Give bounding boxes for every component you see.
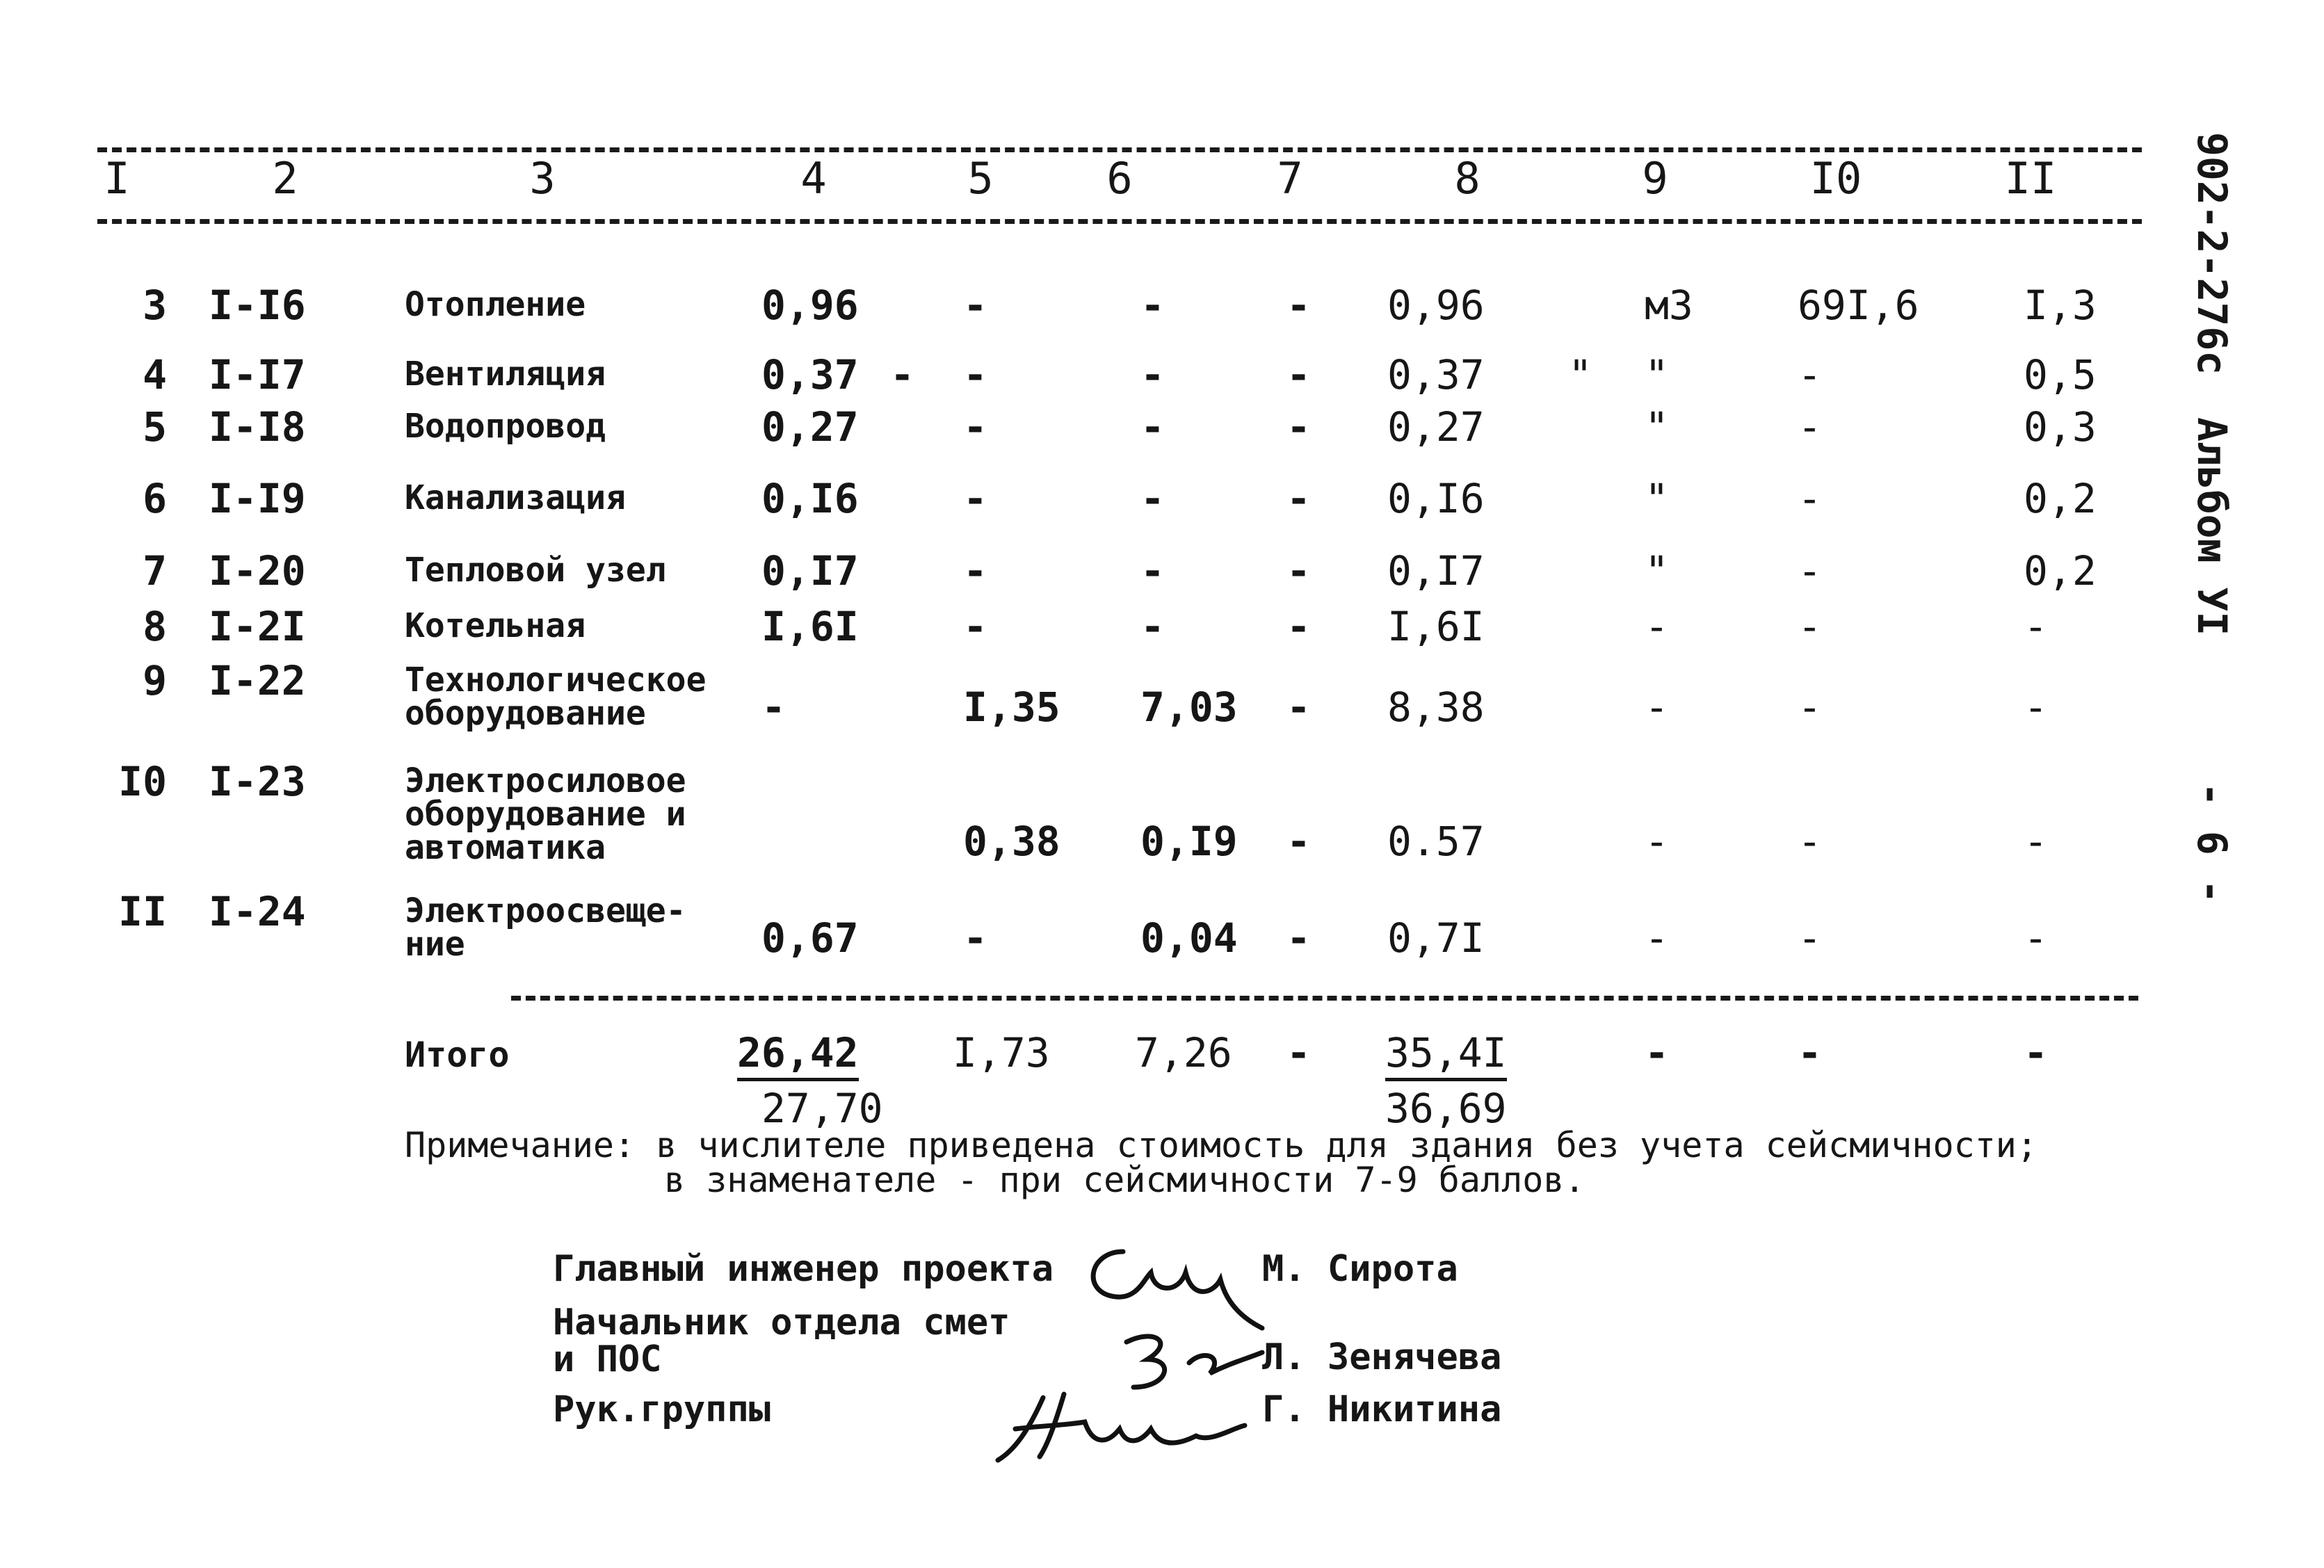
row-cell-c11: - — [2024, 603, 2048, 650]
signature-2-scribble — [1113, 1321, 1273, 1398]
row-cell-c8: 0,96 — [1387, 282, 1485, 329]
row-cell-code: I-2I — [209, 603, 306, 650]
col-header-2: 2 — [272, 153, 298, 204]
row-cell-c10: - — [1798, 351, 1822, 398]
row-cell-c8: 0,37 — [1387, 351, 1485, 398]
col-header-3: 3 — [529, 153, 556, 204]
row-cell-c7: - — [1286, 818, 1311, 865]
signature-1-scribble — [1074, 1231, 1269, 1335]
row-cell-code: I-I9 — [209, 475, 306, 522]
row-cell-c9: - — [1645, 914, 1669, 962]
row-cell-name: Отопление — [405, 285, 586, 324]
total-label: Итого — [405, 1035, 510, 1075]
row-cell-c7: - — [1286, 403, 1311, 451]
row-cell-n: 7 — [143, 547, 167, 595]
row-cell-c8: 0,27 — [1387, 403, 1485, 451]
row-cell-code: I-22 — [209, 657, 306, 704]
row-cell-c6: - — [1140, 403, 1165, 451]
row-cell-name: Тепловой узел — [405, 551, 666, 590]
row-cell-c7: - — [1286, 603, 1311, 650]
row-cell-c8: I,6I — [1387, 603, 1485, 650]
col-header-5: 5 — [967, 153, 994, 204]
row-cell-c6: 0,I9 — [1140, 818, 1238, 865]
col-header-6: 6 — [1106, 153, 1133, 204]
row-cell-c8: 0,I7 — [1387, 547, 1485, 595]
signer-3-role: Рук.группы — [553, 1389, 771, 1430]
row-cell-code: I-I8 — [209, 403, 306, 451]
row-cell-c10: - — [1798, 914, 1822, 962]
row-cell-c11: 0,2 — [2024, 547, 2097, 595]
row-cell-c5: - — [963, 914, 987, 962]
row-cell-c4: 0,I6 — [761, 475, 859, 522]
row-cell-c4: 0,I7 — [761, 547, 859, 595]
row-cell-name: Канализация — [405, 478, 626, 517]
row-cell-c6: - — [1140, 603, 1165, 650]
col-header-10: I0 — [1809, 153, 1862, 204]
col-header-7: 7 — [1277, 153, 1303, 204]
header-top-rule — [97, 147, 2142, 152]
row-cell-c6: - — [1140, 282, 1165, 329]
signer-2-name: Л. Зенячева — [1262, 1336, 1502, 1378]
total-c11: - — [2024, 1029, 2048, 1076]
row-cell-c5: - — [963, 603, 987, 650]
row-cell-name: Электроосвеще- ние — [405, 891, 686, 964]
col-header-9: 9 — [1642, 153, 1668, 204]
row-cell-n: 6 — [143, 475, 167, 522]
row-cell-c9: " — [1645, 547, 1669, 595]
total-c8-numerator-value: 35,4I — [1385, 1029, 1507, 1081]
row-cell-n: 8 — [143, 603, 167, 650]
total-c4-numerator — [737, 1029, 859, 1076]
row-cell-c4b: - — [890, 351, 914, 398]
row-cell-c9: " — [1645, 351, 1669, 398]
row-cell-code: I-I7 — [209, 351, 306, 398]
row-cell-c11: 0,5 — [2024, 351, 2097, 398]
total-c4-numerator-value: 26,42 — [737, 1029, 859, 1081]
col-header-11: II — [2004, 153, 2057, 204]
row-cell-name: Электросиловое оборудование и автоматика — [405, 761, 686, 867]
total-c10: - — [1798, 1029, 1822, 1076]
row-cell-n: I0 — [118, 758, 167, 805]
row-cell-c10: - — [1798, 547, 1822, 595]
row-cell-c5: - — [963, 282, 987, 329]
row-cell-c9: м3 — [1645, 282, 1693, 329]
signer-3-name: Г. Никитина — [1262, 1389, 1502, 1430]
total-rule — [511, 996, 2138, 1001]
row-cell-c10: - — [1798, 818, 1822, 865]
signer-1-name: М. Сирота — [1262, 1248, 1458, 1290]
margin-album: Альбом УI — [2188, 417, 2236, 636]
row-cell-code: I-23 — [209, 758, 306, 805]
row-cell-c5: - — [963, 475, 987, 522]
row-cell-c6: 0,04 — [1140, 914, 1238, 962]
col-header-4: 4 — [800, 153, 827, 204]
total-c8-numerator — [1385, 1029, 1507, 1076]
total-c7: - — [1286, 1029, 1311, 1076]
row-cell-c9: - — [1645, 684, 1669, 731]
header-bottom-rule — [97, 219, 2142, 224]
note-line-1: Примечание: в числителе приведена стоимость для здания без учета сейсмичности; — [405, 1125, 2037, 1165]
total-c4-denominator: 27,70 — [761, 1085, 883, 1132]
row-cell-c6: - — [1140, 475, 1165, 522]
row-cell-c8: 8,38 — [1387, 684, 1485, 731]
row-cell-c11: - — [2024, 914, 2048, 962]
row-cell-n: 4 — [143, 351, 167, 398]
row-cell-c11: - — [2024, 818, 2048, 865]
row-cell-c10: - — [1798, 684, 1822, 731]
row-cell-name: Вентиляция — [405, 355, 606, 394]
note-line-2: в знаменателе - при сейсмичности 7-9 баллов. — [664, 1160, 1585, 1200]
row-cell-c5: - — [963, 547, 987, 595]
row-cell-c7: - — [1286, 684, 1311, 731]
row-cell-code: I-24 — [209, 888, 306, 935]
row-cell-c4: 0,37 — [761, 351, 859, 398]
signer-2-role-line-1: Начальник отдела смет — [553, 1302, 1010, 1343]
margin-project-code: 902-2-276с — [2188, 132, 2236, 375]
row-cell-c9: " — [1645, 475, 1669, 522]
row-cell-c6: 7,03 — [1140, 684, 1238, 731]
row-cell-code: I-20 — [209, 547, 306, 595]
row-cell-c4: 0,67 — [761, 914, 859, 962]
row-cell-name: Технологическое оборудование — [405, 661, 707, 733]
signature-3-scribble — [987, 1387, 1252, 1471]
row-cell-c11: I,3 — [2024, 282, 2097, 329]
signer-2-role-line-2: и ПОС — [553, 1339, 662, 1380]
row-cell-n: 9 — [143, 657, 167, 704]
row-cell-c8: 0,I6 — [1387, 475, 1485, 522]
row-cell-c7: - — [1286, 475, 1311, 522]
row-cell-name: Водопровод — [405, 407, 606, 446]
total-c6: 7,26 — [1135, 1029, 1232, 1076]
row-cell-c7: - — [1286, 547, 1311, 595]
margin-stamp — [2163, 111, 2260, 1015]
row-cell-n: 3 — [143, 282, 167, 329]
row-cell-c8: 0,7I — [1387, 914, 1485, 962]
signer-1-role: Главный инженер проекта — [553, 1248, 1054, 1290]
row-cell-c10: 69I,6 — [1798, 282, 1919, 329]
row-cell-c5: 0,38 — [963, 818, 1060, 865]
col-header-1: I — [104, 153, 130, 204]
row-cell-c6: - — [1140, 351, 1165, 398]
row-cell-n: 5 — [143, 403, 167, 451]
row-cell-c5: - — [963, 403, 987, 451]
row-cell-c9: - — [1645, 818, 1669, 865]
row-cell-c11: 0,2 — [2024, 475, 2097, 522]
row-cell-name: Котельная — [405, 606, 586, 645]
row-cell-c10: - — [1798, 475, 1822, 522]
row-cell-c8: 0.57 — [1387, 818, 1485, 865]
row-cell-c10: - — [1798, 603, 1822, 650]
row-cell-c4: 0,27 — [761, 403, 859, 451]
row-cell-c9a: " — [1568, 351, 1592, 398]
row-cell-c4: - — [761, 684, 786, 731]
row-cell-c11: 0,3 — [2024, 403, 2097, 451]
row-cell-code: I-I6 — [209, 282, 306, 329]
row-cell-c7: - — [1286, 351, 1311, 398]
row-cell-c6: - — [1140, 547, 1165, 595]
row-cell-c9: " — [1645, 403, 1669, 451]
total-c5: I,73 — [953, 1029, 1050, 1076]
row-cell-c11: - — [2024, 684, 2048, 731]
row-cell-c9: - — [1645, 603, 1669, 650]
row-cell-c5: - — [963, 351, 987, 398]
col-header-8: 8 — [1454, 153, 1480, 204]
total-c8-denominator: 36,69 — [1385, 1085, 1507, 1132]
row-cell-n: II — [118, 888, 167, 935]
row-cell-c7: - — [1286, 914, 1311, 962]
row-cell-c5: I,35 — [963, 684, 1060, 731]
total-c9: - — [1645, 1029, 1669, 1076]
margin-page-number: - 6 - — [2188, 782, 2236, 904]
row-cell-c7: - — [1286, 282, 1311, 329]
row-cell-c4: I,6I — [761, 603, 859, 650]
row-cell-c4: 0,96 — [761, 282, 859, 329]
row-cell-c10: - — [1798, 403, 1822, 451]
